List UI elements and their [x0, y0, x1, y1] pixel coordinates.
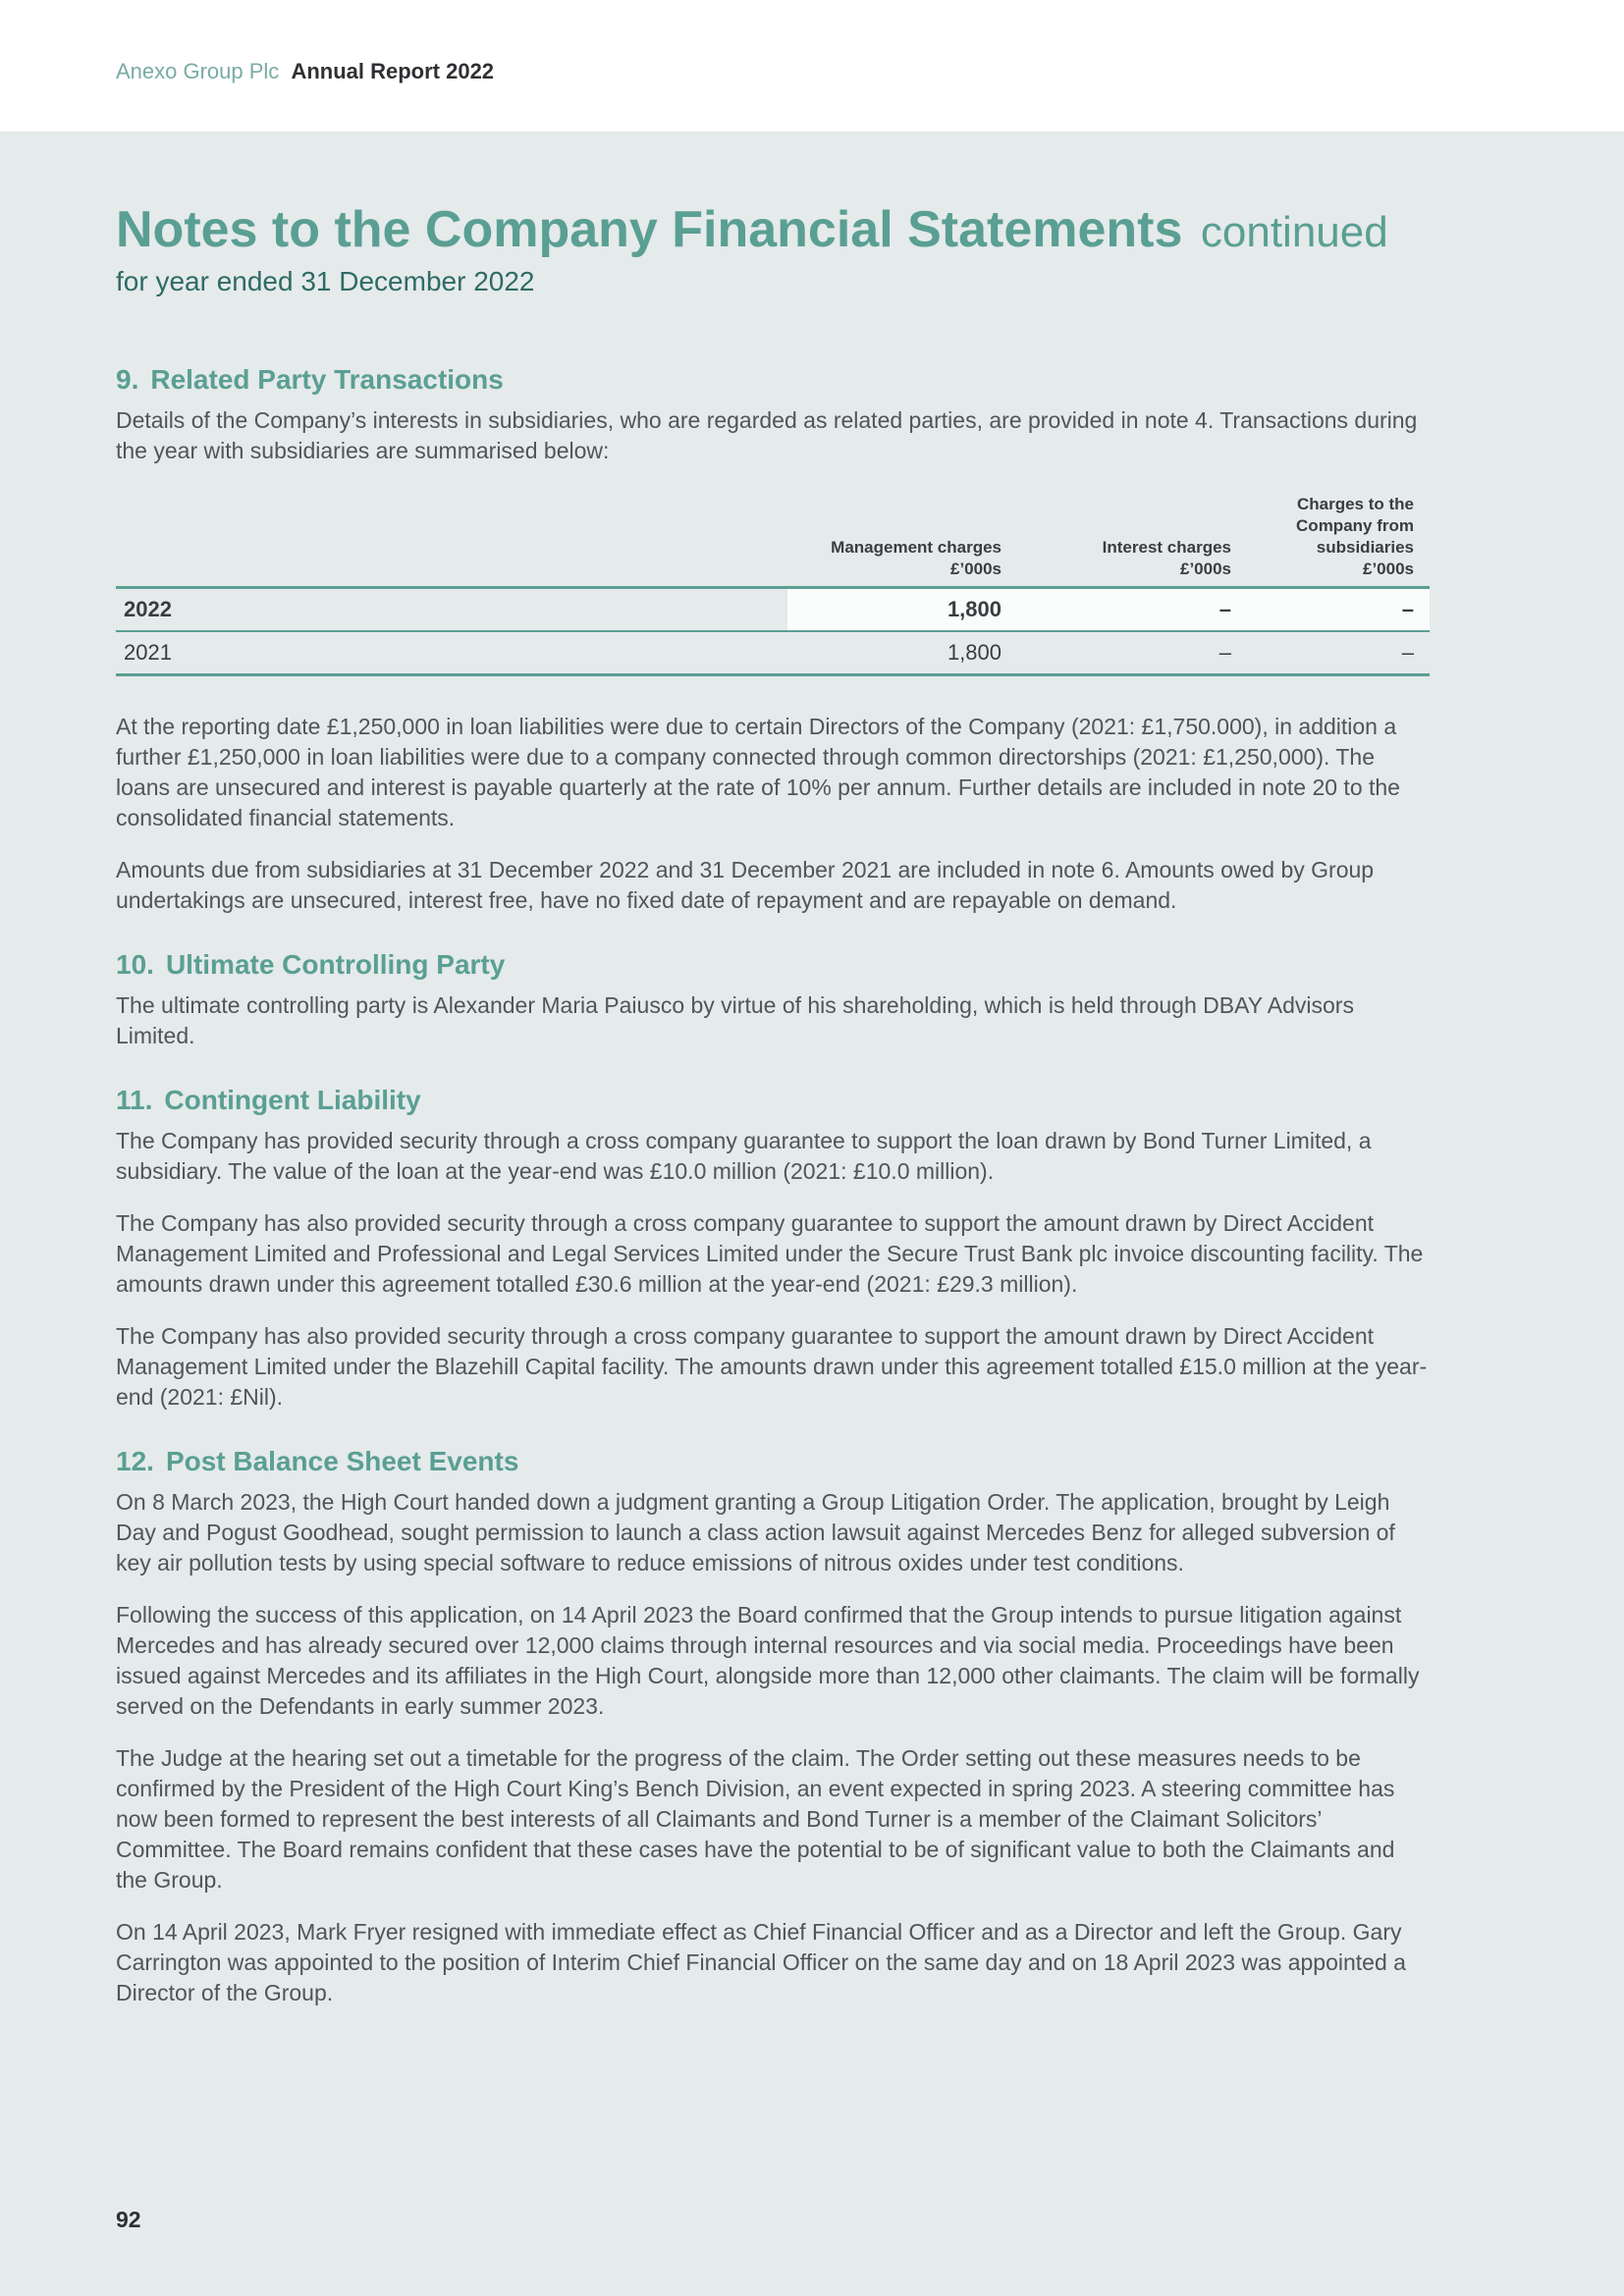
paragraph: The Company has also provided security through a cross company guarantee to support the amount drawn by Direct Accident Management Limited and Professional and Legal Services Limited under the Secure Trust Bank plc invoice discounting facility. The amounts drawn under this agreement totalled £30.6 million at the year-end (2021: £29.3 million). — [116, 1210, 1424, 1297]
header-line: £’000s — [1180, 560, 1231, 578]
header-line: £’000s — [1363, 560, 1414, 578]
section-10 — [116, 949, 1432, 1051]
table-header-management-charges — [787, 494, 1017, 588]
header-report-title: Annual Report 2022 — [291, 59, 495, 83]
paragraph: The Company has provided security through a cross company guarantee to support the loan drawn by Bond Turner Limited, a subsidiary. The value of the loan at the year-end was £10.0 million (2021: £10.0 million). — [116, 1128, 1372, 1184]
table-header-row — [116, 494, 1430, 588]
section-heading — [116, 949, 1432, 981]
paragraph: The ultimate controlling party is Alexander Maria Paiusco by virtue of his shareholding, which is held through DBAY Advisors Limited. — [116, 992, 1354, 1048]
section-heading — [116, 364, 1432, 396]
page-header — [0, 0, 1624, 132]
paragraph: Details of the Company’s interests in subsidiaries, who are regarded as related parties, are provided in note 4. Transactions during the year with subsidiaries are summarised below: — [116, 407, 1418, 463]
section-11 — [116, 1085, 1432, 1413]
section-title: Post Balance Sheet Events — [165, 1446, 519, 1476]
section-number: 10. — [116, 949, 154, 980]
table-cell-interest: – — [1017, 588, 1247, 632]
section-number: 11. — [116, 1085, 153, 1115]
header-line: Charges to the — [1296, 495, 1414, 513]
table-header-interest-charges — [1017, 494, 1247, 588]
paragraph: On 8 March 2023, the High Court handed down a judgment granting a Group Litigation Order. The application, brought by Leigh Day and Pogust Goodhead, sought permission to launch a class action lawsuit against Mercedes Benz for alleged subversion of key air pollution tests by using special software to reduce emissions of nitrous oxides under test conditions. — [116, 1489, 1395, 1575]
page-number: 92 — [116, 2207, 141, 2232]
section-title: Contingent Liability — [164, 1085, 421, 1115]
table-cell-management: 1,800 — [787, 588, 1017, 632]
paragraph: At the reporting date £1,250,000 in loan liabilities were due to certain Directors of the Company (2021: £1,750.000), in addition a further £1,250,000 in loan liabilities were due to a company connected through common directorships (2021: £1,250,000). The loans are unsecured and interest is payable quarterly at the rate of 10% per annum. Further details are included in note 20 to the consolidated financial statements. — [116, 714, 1400, 830]
paragraph: Following the success of this application, on 14 April 2023 the Board confirmed that the Group intends to pursue litigation against Mercedes and has already secured over 12,000 claims through internal resources and via social media. Proceedings have been issued against Mercedes and its affiliates in the High Court, alongside more than 12,000 other claimants. The claim will be formally served on the Defendants in early summer 2023. — [116, 1602, 1420, 1719]
paragraph: Amounts due from subsidiaries at 31 December 2022 and 31 December 2021 are included in note 6. Amounts owed by Group undertakings are unsecured, interest free, have no fixed date of repayment and are repayable on demand. — [116, 857, 1375, 913]
table-header-blank — [116, 494, 787, 588]
page-title — [116, 200, 1432, 262]
section-heading — [116, 1446, 1432, 1477]
header-line: subsidiaries — [1316, 538, 1414, 557]
page-title-main: Notes to the Company Financial Statements — [116, 201, 1183, 258]
section-heading — [116, 1085, 1432, 1116]
table-header-charges-to-company — [1247, 494, 1430, 588]
table-cell-charges: – — [1247, 631, 1430, 675]
paragraph: The Company has also provided security through a cross company guarantee to support the amount drawn by Direct Accident Management Limited under the Blazehill Capital facility. The amounts drawn under this agreement totalled £15.0 million at the year-end (2021: £Nil). — [116, 1323, 1428, 1410]
paragraph: The Judge at the hearing set out a timetable for the progress of the claim. The Order setting out these measures needs to be confirmed by the President of the High Court King’s Bench Division, an event expected in spring 2023. A steering committee has now been formed to represent the best interests of all Claimants and Bond Turner is a member of the Claimant Solicitors’ Committee. The Board remains confident that these cases have the potential to be of significant value to both the Claimants and the Group. — [116, 1745, 1395, 1893]
header-line: £’000s — [950, 560, 1001, 578]
page-content — [116, 132, 1432, 2030]
table-cell-charges: – — [1247, 588, 1430, 632]
table-cell-year: 2022 — [116, 588, 787, 632]
table-cell-interest: – — [1017, 631, 1247, 675]
header-line: Interest charges — [1102, 538, 1231, 557]
paragraph: On 14 April 2023, Mark Fryer resigned with immediate effect as Chief Financial Officer and as a Director and left the Group. Gary Carrington was appointed to the position of Interim Chief Financial Officer on the same day and on 18 April 2023 was appointed a Director of the Group. — [116, 1919, 1406, 2005]
table-row — [116, 588, 1430, 632]
page-title-suffix: continued — [1200, 208, 1388, 256]
section-title: Related Party Transactions — [150, 364, 504, 395]
section-title: Ultimate Controlling Party — [165, 949, 506, 980]
header-brand — [116, 59, 494, 84]
table-cell-management: 1,800 — [787, 631, 1017, 675]
section-number: 9. — [116, 364, 139, 395]
header-company: Anexo Group Plc — [116, 59, 280, 83]
header-line: Management charges — [831, 538, 1001, 557]
header-line: Company from — [1296, 516, 1414, 535]
section-12 — [116, 1446, 1432, 2008]
table-row — [116, 631, 1430, 675]
page-subtitle: for year ended 31 December 2022 — [116, 266, 535, 296]
table-cell-year: 2021 — [116, 631, 787, 675]
section-9 — [116, 364, 1432, 916]
section-number: 12. — [116, 1446, 154, 1476]
related-party-table — [116, 494, 1430, 676]
